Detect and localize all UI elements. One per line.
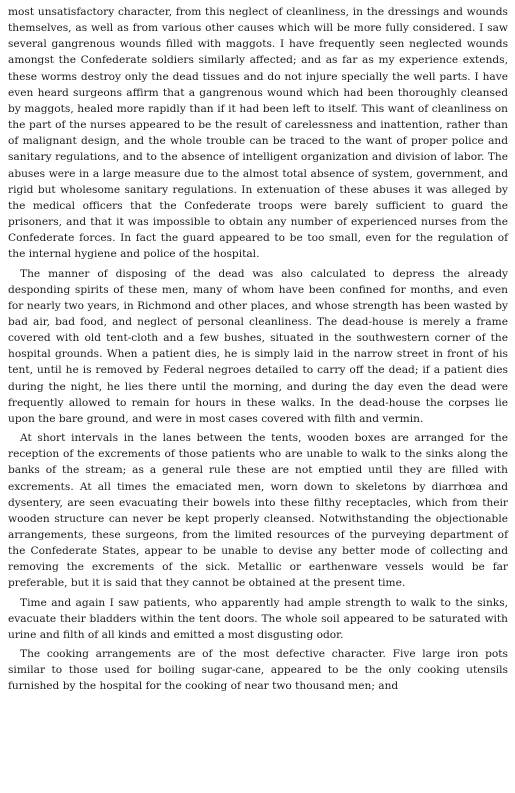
paragraph-patients-sinks: Time and again I saw patients, who apparently had ample strength to walk to the sinks, evacuate their bladders within the tent doors. The whole soil appeared to be saturated with urine and filth of all kinds and emitted a most disgusting odor. [8, 596, 508, 641]
document-page [8, 4, 508, 698]
paragraph-cooking: The cooking arrangements are of the most defective character. Five large iron pots similar to those used for boiling sugar-cane, appeared to be the only cooking utensils furnished by the hospital for the cooking of near two thousand men; and [8, 648, 508, 693]
paragraph-cleanliness: most unsatisfactory character, from this neglect of cleanliness, in the dressings and wounds themselves, as well as from various other causes which will be more fully considered. I saw several gangrenous wounds filled with maggots. I have frequently seen neglected wounds amongst the Confederate soldiers similarly affected; and as far as my experience extends, these worms destroy only the dead tissues and do not injure specially the well parts. I have even heard surgeons affirm that a gangrenous wound which had been thoroughly cleansed by maggots, healed more rapidly than if it had been left to itself. This want of cleanliness on the part of the nurses appeared to be the result of carelessness and inattention, rather than of malignant design, and the whole trouble can be traced to the want of proper police and sanitary regulations, and to the absence of intelligent organization and division of labor. The abuses were in a large measure due to the almost total absence of system, government, and rigid but wholesome sanitary regulations. In extenuation of these abuses it was alleged by the medical officers that the Confederate troops were barely sufficient to guard the prisoners, and that it was impossible to obtain any number of experienced nurses from the Confederate forces. In fact the guard appeared to be too small, even for the regulation of the internal hygiene and police of the hospital. [8, 6, 508, 261]
paragraph-excrement-boxes: At short intervals in the lanes between the tents, wooden boxes are arranged for the reception of the excrements of those patients who are unable to walk to the sinks along the banks of the stream; as a general rule these are not emptied until they are filled with excrements. At all times the emaciated men, worn down to skeletons by diarrhœa and dysentery, are seen evacuating their bowels into these filthy receptacles, which from their wooden structure can never be kept properly cleansed. Notwithstanding the objectionable arrangements, these surgeons, from the limited resources of the purveying department of the Confederate States, appear to be unable to devise any better mode of collecting and removing the excrements of the sick. Metallic or earthenware vessels would be far preferable, but it is said that they cannot be obtained at the present time. [8, 432, 508, 590]
paragraph-disposing-dead: The manner of disposing of the dead was also calculated to depress the already desponding spirits of these men, many of whom have been confined for months, and even for nearly two years, in Richmond and other places, and whose strength has been wasted by bad air, bad food, and neglect of personal cleanliness. The dead-house is merely a frame covered with old tent-cloth and a few bushes, situated in the southwestern corner of the hospital grounds. When a patient dies, he is simply laid in the narrow street in front of his tent, until he is removed by Federal negroes detailed to carry off the dead; if a patient dies during the night, he lies there until the morning, and during the day even the dead were frequently allowed to remain for hours in these walks. In the dead-house the corpses lie upon the bare ground, and were in most cases covered with filth and vermin. [8, 267, 508, 425]
